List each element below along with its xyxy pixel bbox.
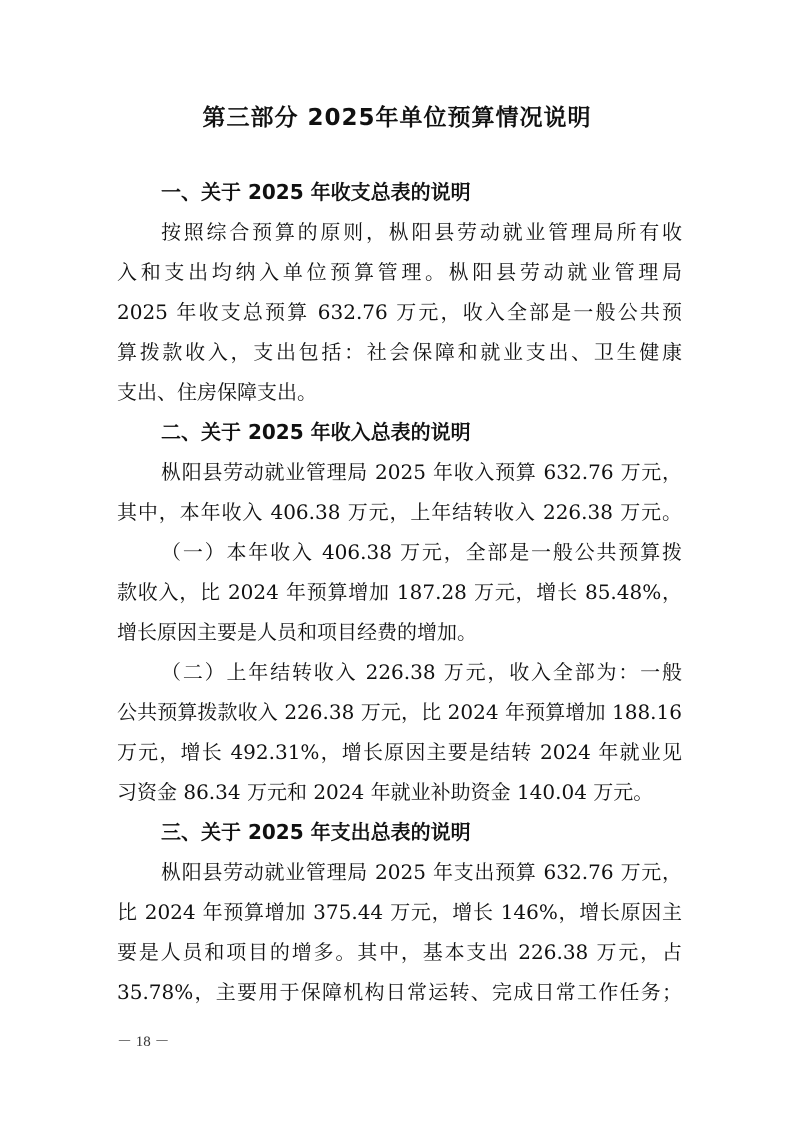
paragraph-line: 支出、住房保障支出。	[117, 380, 317, 404]
paragraph-line: 枞阳县劳动就业管理局 2025 年支出预算 632.76 万元，	[161, 860, 682, 884]
paragraph-line: 习资金 86.34 万元和 2024 年就业补助资金 140.04 万元。	[117, 780, 654, 804]
paragraph-line: （一）本年收入 406.38 万元，全部是一般公共预算拨	[161, 540, 682, 564]
page-number: － 18 －	[117, 1034, 170, 1050]
paragraph-line: 入和支出均纳入单位预算管理。枞阳县劳动就业管理局	[117, 260, 682, 284]
paragraph-line: 公共预算拨款收入 226.38 万元，比 2024 年预算增加 188.16	[117, 700, 682, 724]
paragraph-line: 万元，增长 492.31%，增长原因主要是结转 2024 年就业见	[117, 740, 682, 764]
paragraph-line: 要是人员和项目的增多。其中，基本支出 226.38 万元，占	[117, 940, 682, 964]
paragraph-line: 2025 年收支总预算 632.76 万元，收入全部是一般公共预	[117, 300, 682, 324]
paragraph-line: 按照综合预算的原则，枞阳县劳动就业管理局所有收	[161, 220, 682, 244]
paragraph-line: （二）上年结转收入 226.38 万元，收入全部为：一般	[161, 660, 682, 684]
section-heading-2: 二、关于 2025 年收入总表的说明	[161, 420, 471, 444]
paragraph-line: 款收入，比 2024 年预算增加 187.28 万元，增长 85.48%，	[117, 580, 682, 604]
section-heading-3: 三、关于 2025 年支出总表的说明	[161, 820, 471, 844]
paragraph-line: 比 2024 年预算增加 375.44 万元，增长 146%，增长原因主	[117, 900, 682, 924]
paragraph-line: 35.78%，主要用于保障机构日常运转、完成日常工作任务；	[117, 980, 682, 1004]
page-title: 第三部分 2025年单位预算情况说明	[202, 105, 592, 131]
paragraph-line: 增长原因主要是人员和项目经费的增加。	[117, 620, 477, 644]
paragraph-line: 枞阳县劳动就业管理局 2025 年收入预算 632.76 万元，	[161, 460, 682, 484]
paragraph-line: 其中，本年收入 406.38 万元，上年结转收入 226.38 万元。	[117, 500, 682, 524]
document-body	[117, 172, 682, 1012]
section-heading-1: 一、关于 2025 年收支总表的说明	[161, 180, 471, 204]
paragraph-line: 算拨款收入，支出包括：社会保障和就业支出、卫生健康	[117, 340, 682, 364]
